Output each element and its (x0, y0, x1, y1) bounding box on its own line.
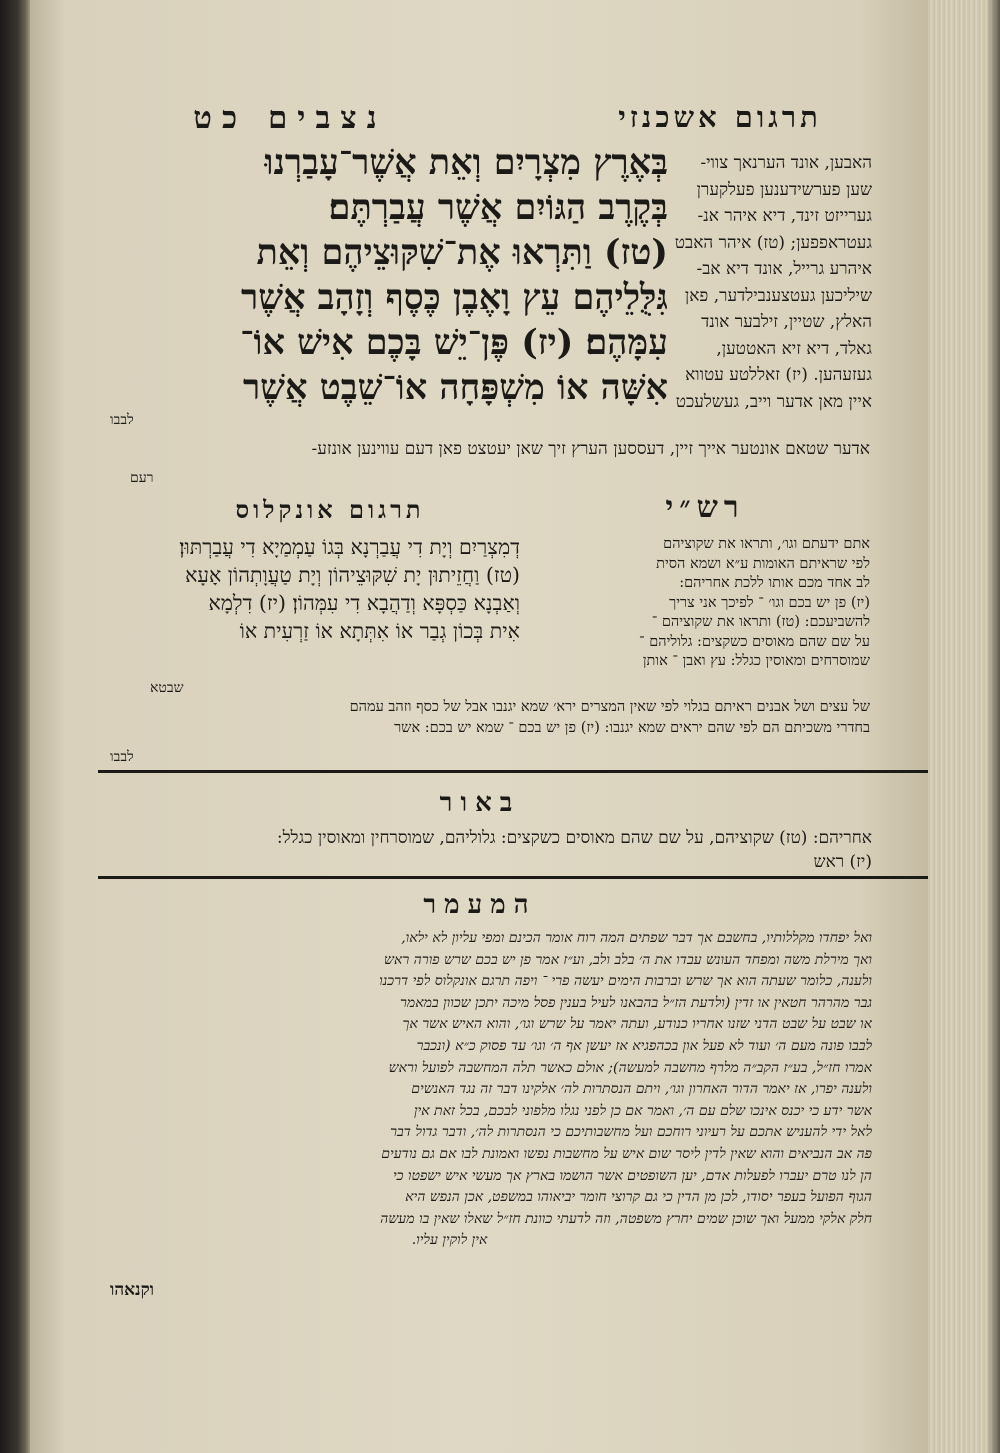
maamar-line: לבבו פונה מעם ה׳ ועוד לא פעל און בכהפגיא אז יעשן אף ה׳ וגו׳ עד פסוק כ״א (ונכבר (416, 1037, 872, 1054)
maamar-line: הגוף הפועל בעפר יסודו, לכן מן הדין כי גם קרוצי חומר יביאוהו במשפט, אכן הנפש היא (405, 1189, 872, 1206)
rashi-bottom-line: של עצים ושל אבנים ראיתם בגלוי לפי שאין המצרים ירא׳ שמא יגנבו אבל של כסף וזהב עמהם (349, 699, 870, 715)
catchword-main-text: לבבו (110, 412, 134, 428)
torah-main-text (108, 140, 668, 410)
catchword-onkelos: שבטא (150, 680, 184, 696)
onkelos-line: (טז) וַחֲזֵיתוּן יָת שִׁקּוּצֵיהוֹן וְיָת טַעֲוָתְהוֹן אָעָא (185, 563, 520, 587)
onkelos-heading: תרגום אונקלוס (235, 495, 425, 524)
page-stack-edges (928, 0, 1000, 1453)
maamar-line: אמרו חז״ל, בע״ז הקב״ה מלרף מחשבה למעשה); אולם כאשר תלה המחשבה לפועל וראש (388, 1059, 872, 1076)
yiddish-line: גערייזט זינד, דיא איהר אנ- (697, 206, 872, 226)
torah-line: עִמָּהֶם׃ (יז) פֶּן־יֵשׁ בָּכֶם אִישׁ אוֹ־ (240, 322, 668, 363)
rashi-bottom-line: בחדרי משכיתם הם לפי שהם יראים שמא יגנבו: (יז) פן יש בכם ־ שמא יש בכם: אשר (394, 720, 870, 736)
yiddish-line: גאלד, דיא זיא האטטען, (716, 338, 872, 359)
yiddish-line: האלץ, שטיין, זילבער אונד (701, 312, 872, 332)
maamar-line: גבר מהרהר חטאין או זדין (ולדעת הז״ל בהבאנו לעיל בענין פסל מיכה יתכן שכוון במאמר (400, 994, 872, 1011)
rashi-line: להשביעכם: (טז) ותראו את שקוציהם ־ (651, 614, 870, 630)
yiddish-line: געזעהען. (יז) זאללטע עטווא (685, 365, 872, 385)
torah-line: אִשָּׁה אוֹ מִשְׁפָּחָה אוֹ־שֵׁבֶט אֲשֶׁר (242, 367, 668, 408)
rashi-line: על שם שהם מאוסים כשקצים: גלוליהם ־ (639, 633, 870, 650)
yiddish-line: איהרע גרייל, אונד דיא אב- (696, 259, 872, 279)
rashi-line: לפי שראיתם האומות ע״א ושמא הסית (656, 555, 870, 572)
biur-line: (יז) ראש (813, 852, 872, 872)
rashi-bottom-lines (30, 697, 870, 739)
rashi-heading: רש״י (665, 490, 745, 525)
rashi-line: (יז) פן יש בכם וגו׳ ־ לפיכך אני צריך (669, 594, 870, 611)
maamar-line: אין לוקין עליו. (411, 1232, 488, 1249)
biur-heading: באור (439, 788, 521, 818)
section-divider (98, 770, 936, 773)
torah-line: בְּקֶרֶב הַגּוֹיִם אֲשֶׁר עֲבַרְתֶּם׃ (328, 187, 668, 228)
maamar-line: פה אב הנביאים והוא שאין לדין ליסר שום איש על מחשבות נפשו ואמונת לבו אם גם נודעים (381, 1145, 872, 1162)
maamar-commentary (27, 928, 872, 1252)
biur-commentary (30, 826, 872, 874)
torah-line: גִּלֻּלֵיהֶם עֵץ וָאֶבֶן כֶּסֶף וְזָהָב אֲשֶׁר (241, 277, 668, 318)
section-divider (98, 876, 936, 879)
yiddish-line: איין מאן אדער וייב, געשלעכט (675, 391, 872, 412)
biur-line: אחריהם: (טז) שקוציהם, על שם שהם מאוסים כשקצים: גלוליהם, שמוסרחין ומאוסין כגלל: (276, 828, 872, 848)
rashi-line: לב אחד מכם אותו ללכת אחריהם: (679, 575, 870, 591)
rashi-line: אתם ידעתם וגו׳, ותראו את שקוציהם (663, 536, 870, 552)
catchword-page-bottom: וקנאהו (110, 1280, 155, 1300)
yiddish-bottom-line: אדער שטאם אונטער אייך זיין, דעססען הערץ זיך שאן יעטצט פאן דעם עווינען אונזע- (311, 439, 870, 459)
yiddish-line: שען פערשידענען פעלקערן (696, 179, 872, 200)
catchword-yiddish: רעם (130, 470, 154, 486)
header-parasha-chapter: נצבים כט (193, 100, 387, 136)
maamar-line: ולענה יפרו, אז יאמר הדור האחרון וגו׳, ויתם הנסתרות לה׳ אלקינו דבר זה נגד האנשים (411, 1081, 872, 1098)
maamar-line: לאל ידי להעניש אתכם על רעיוני רוחכם ועל מחשבותיכם כי הנסתרות לה׳, ודבר גדול דבר (390, 1124, 872, 1141)
maamar-line: ואך מירלת משה ומפחד העונש עבדו את ה׳ בלב ולב, וע״ז אמר פן יש בכם שרש פורה ראש (384, 951, 872, 968)
yiddish-line: האבען, אונד הערנאך צווי- (700, 153, 872, 173)
rashi-commentary-column (570, 535, 870, 672)
book-page (30, 0, 930, 1453)
yiddish-line: שיליכען געטצענבילדער, פאן (684, 285, 872, 306)
header-targum-ashkenazi: תרגום אשכנזי (618, 100, 822, 134)
maamar-line: הן לנו טרם יעברו לפעלות אדם, יען השופטים אשר הושמו בארץ אך מעשי איש ישפטו כי (392, 1167, 872, 1184)
torah-line: (טז) וַתִּרְאוּ אֶת־שִׁקּוּצֵיהֶם וְאֵת (256, 232, 668, 273)
maamar-line: או שבט על שבט הדני שזנו אחריו כנודע, ועתה יאמר על שרש וגו׳, והוא האיש אשר אך (402, 1016, 872, 1033)
onkelos-line: אִית בְּכוֹן גְבַר אוֹ אִתְּתָא אוֹ זַרְעִית אוֹ (239, 619, 520, 643)
onkelos-translation-column (100, 533, 520, 645)
maamar-line: אשר ידע כי יכנס אינכו שלם עם ה׳, ואמר אם כן לפני נגלו מלפוני לבכם, בכל זאת אין (413, 1102, 872, 1119)
maamar-heading: המעמר (423, 890, 537, 920)
maamar-line: חלק אלקי ממעל ואך שוכן שמים יחרץ משפטה, וזה לדעתי כוונת חז״ל שאלו שאין בו מעשה (380, 1210, 872, 1227)
onkelos-line: דְמִצְרַיִם וְיָת דִי עֲבַרְנָא בְּגוֹ עַמְמַיָא דִי עֲבַרְתּוּן׃ (179, 535, 520, 559)
rashi-line: שמוסרחים ומאוסין כגלל: עץ ואבן ־ אותן (642, 653, 870, 669)
torah-line: בְּאֶרֶץ מִצְרָיִם וְאֵת אֲשֶׁר־עָבַרְנוּ (264, 142, 668, 183)
yiddish-line: געטראפפען; (טז) איהר האבט (674, 232, 872, 253)
catchword-rashi: לבבו (110, 749, 134, 765)
onkelos-line: וְאַבְנָא כַּסְפָּא וְדַהֲבָא דִי עִמְּהוֹן׃ (יז) דִלְמָא (208, 591, 520, 615)
maamar-line: ולענה, כלומר שעתה הוא אך שרש וברבות הימים יעשה פרי ־ ויפה תרגם אונקלוס לפי דרכנו (379, 973, 872, 990)
maamar-line: ואל יפחדו מקללותיו, בחשבם אך דבר שפתים המה רוח אומר הכינם ומפי עליון לא ילאו, (401, 930, 872, 946)
